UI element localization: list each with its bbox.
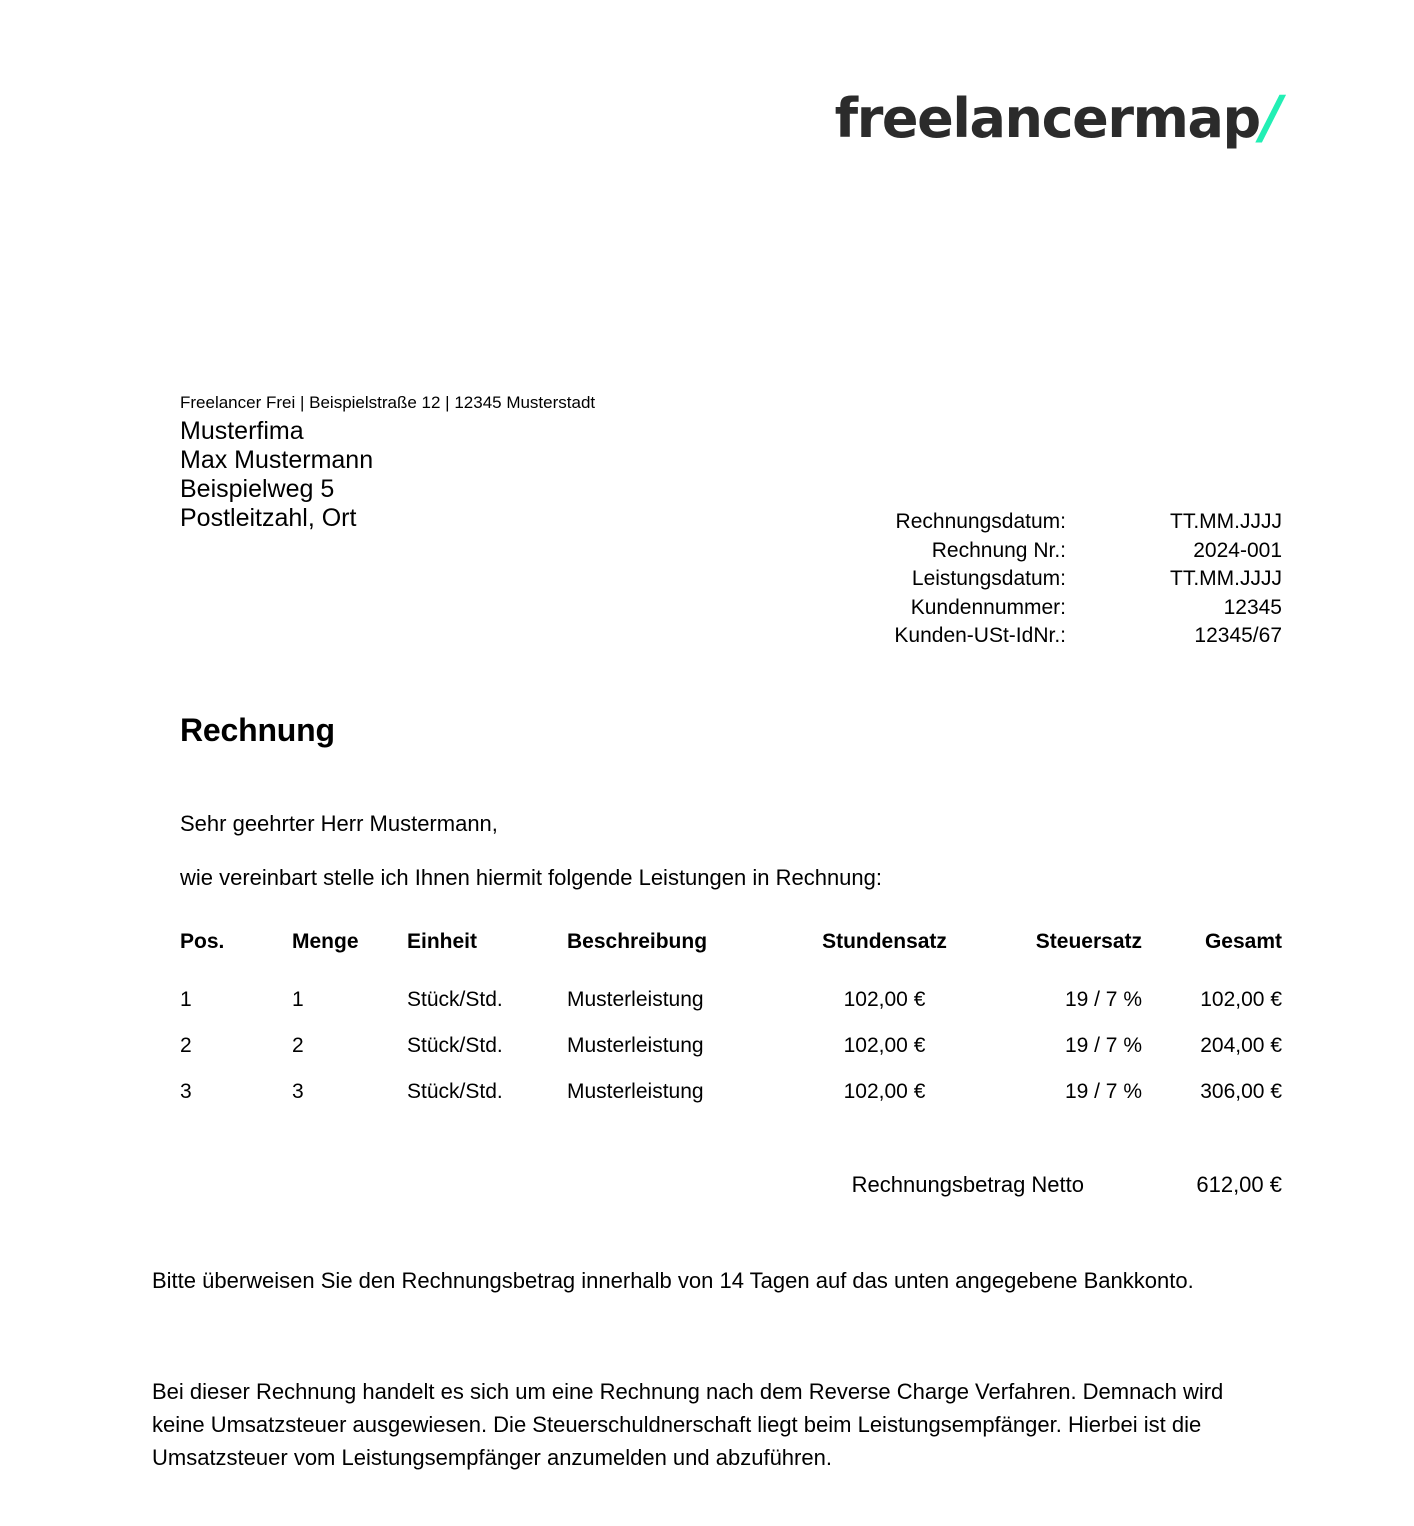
logo-slash-icon: / xyxy=(1260,83,1282,151)
meta-row xyxy=(820,537,1282,566)
cell-beschreibung: Musterleistung xyxy=(567,988,704,1011)
cell-menge: 3 xyxy=(292,1080,304,1103)
column-header-beschreibung: Beschreibung xyxy=(567,930,708,953)
cell-gesamt: 306,00 € xyxy=(1200,1080,1282,1103)
recipient-city: Postleitzahl, Ort xyxy=(180,504,357,532)
cell-steuersatz: 19 / 7 % xyxy=(1064,1034,1142,1057)
meta-row xyxy=(820,594,1282,623)
sender-address-line: Freelancer Frei | Beispielstraße 12 | 12345 Musterstadt xyxy=(180,393,596,412)
table-header-row xyxy=(180,930,1282,988)
payment-terms-paragraph: Bitte überweisen Sie den Rechnungsbetrag innerhalb von 14 Tagen auf das unten angegebene Bankkonto. xyxy=(152,1268,1194,1293)
recipient-name: Max Mustermann xyxy=(180,446,374,474)
cell-pos: 3 xyxy=(180,1080,192,1103)
cell-stundensatz: 102,00 € xyxy=(843,1080,926,1103)
table-row xyxy=(180,988,1282,1034)
cell-gesamt: 204,00 € xyxy=(1200,1034,1282,1057)
reverse-charge-paragraph: Bei dieser Rechnung handelt es sich um eine Rechnung nach dem Reverse Charge Verfahren. Demnach wird keine Umsatzsteuer ausgewiesen. Die Steuerschuldnerschaft liegt beim Leistungsempfänger. Hierbei ist die Umsatzsteuer vom Leistungsempfänger anzumelden und abzuführen. xyxy=(152,1379,1224,1470)
meta-label-service-date: Leistungsdatum: xyxy=(911,567,1066,590)
meta-value-service-date: TT.MM.JJJJ xyxy=(1170,567,1282,590)
column-header-gesamt: Gesamt xyxy=(1204,930,1282,953)
cell-gesamt: 102,00 € xyxy=(1200,988,1282,1011)
totals-value-net: 612,00 € xyxy=(1196,1172,1282,1197)
meta-label-invoice-number: Rechnung Nr.: xyxy=(931,538,1066,562)
meta-value-customer-vat-id: 12345/67 xyxy=(1194,624,1282,647)
meta-value-invoice-date: TT.MM.JJJJ xyxy=(1170,510,1282,533)
logo-wordmark: freelancermap xyxy=(834,87,1260,150)
page-title: Rechnung xyxy=(180,712,335,748)
intro-text: wie vereinbart stelle ich Ihnen hiermit folgende Leistungen in Rechnung: xyxy=(180,865,882,890)
table-row xyxy=(180,1080,1282,1104)
cell-menge: 1 xyxy=(292,988,304,1011)
cell-beschreibung: Musterleistung xyxy=(567,1080,704,1103)
recipient-address-block xyxy=(180,417,373,533)
cell-einheit: Stück/Std. xyxy=(407,1034,503,1057)
column-header-steuersatz: Steuersatz xyxy=(1035,930,1142,953)
column-header-stundensatz: Stundensatz xyxy=(822,930,947,953)
cell-pos: 1 xyxy=(180,988,192,1011)
meta-row xyxy=(820,565,1282,594)
meta-label-invoice-date: Rechnungsdatum: xyxy=(895,510,1066,533)
cell-steuersatz: 19 / 7 % xyxy=(1064,1080,1142,1103)
cell-einheit: Stück/Std. xyxy=(407,1080,503,1103)
meta-label-customer-number: Kundennummer: xyxy=(910,595,1066,619)
freelancermap-logo xyxy=(834,83,1282,151)
meta-label-customer-vat-id: Kunden-USt-IdNr.: xyxy=(894,624,1066,647)
cell-stundensatz: 102,00 € xyxy=(843,1034,926,1057)
column-header-pos: Pos. xyxy=(180,930,225,953)
meta-row xyxy=(820,508,1282,537)
recipient-street: Beispielweg 5 xyxy=(180,475,335,503)
line-items-table xyxy=(180,930,1282,1104)
cell-pos: 2 xyxy=(180,1034,192,1057)
totals-row-net xyxy=(600,1172,1282,1198)
recipient-company: Musterfima xyxy=(180,417,304,445)
meta-value-invoice-number: 2024-001 xyxy=(1193,538,1282,562)
table-row xyxy=(180,1034,1282,1080)
cell-stundensatz: 102,00 € xyxy=(843,988,926,1011)
cell-menge: 2 xyxy=(292,1034,304,1057)
cell-steuersatz: 19 / 7 % xyxy=(1064,988,1142,1011)
totals-label-net: Rechnungsbetrag Netto xyxy=(851,1172,1084,1197)
totals-table xyxy=(600,1172,1282,1198)
cell-beschreibung: Musterleistung xyxy=(567,1034,704,1057)
cell-einheit: Stück/Std. xyxy=(407,988,503,1011)
column-header-einheit: Einheit xyxy=(407,930,478,953)
meta-row xyxy=(820,622,1282,651)
column-header-menge: Menge xyxy=(292,930,359,953)
meta-value-customer-number: 12345 xyxy=(1223,595,1282,619)
invoice-meta-table xyxy=(820,508,1282,651)
salutation-text: Sehr geehrter Herr Mustermann, xyxy=(180,811,498,836)
